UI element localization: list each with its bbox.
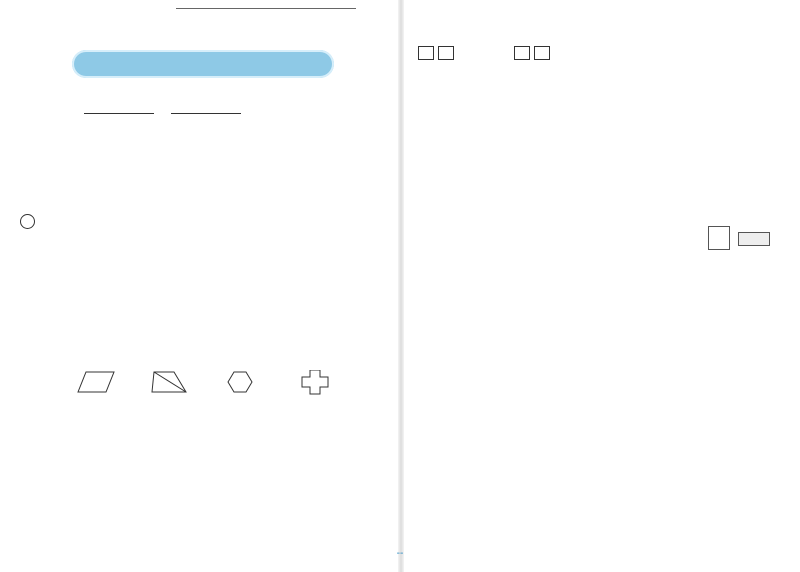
subject-header <box>176 6 356 9</box>
pencil-box-image <box>738 232 770 246</box>
box-blank <box>418 46 434 60</box>
box-blank <box>534 46 550 60</box>
circle-blank <box>20 214 35 229</box>
name-blank[interactable] <box>171 113 241 114</box>
shapes-row <box>70 370 370 396</box>
notebook-image <box>708 226 730 250</box>
page-number: -- <box>396 548 404 559</box>
right-page <box>408 0 800 572</box>
class-blank[interactable] <box>84 113 154 114</box>
box-blank <box>438 46 454 60</box>
class-field <box>84 106 241 117</box>
trapezoid-diagonal <box>154 372 186 392</box>
title-banner <box>72 50 334 78</box>
hexagon-shape <box>228 372 252 392</box>
question-2 <box>18 214 37 229</box>
fill-question-8 <box>416 46 552 60</box>
page-fold <box>398 0 404 572</box>
box-blank <box>514 46 530 60</box>
parallelogram-shape <box>78 372 114 392</box>
cross-shape <box>302 370 328 394</box>
